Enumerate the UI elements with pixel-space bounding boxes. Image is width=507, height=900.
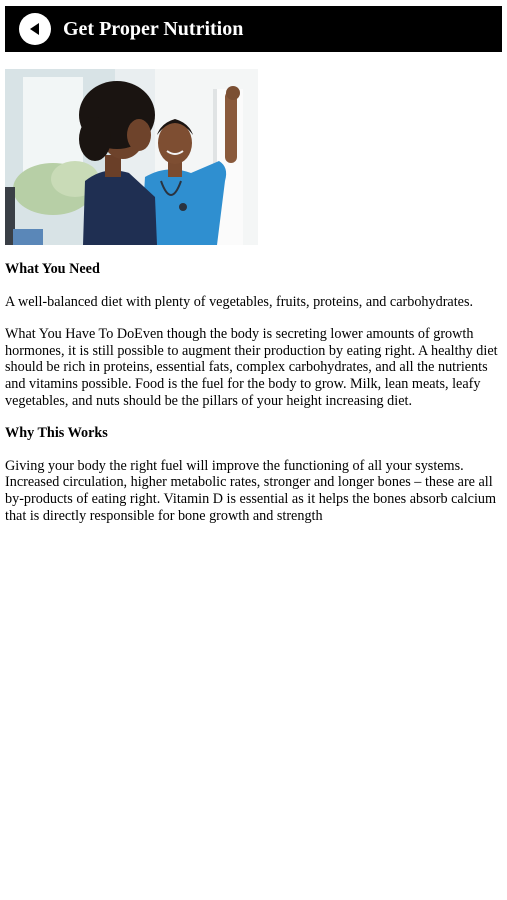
section-heading-why-this-works: Why This Works xyxy=(5,425,108,442)
hero-image xyxy=(5,69,258,245)
section-text-what-to-do: What You Have To DoEven though the body is secreting lower amounts of growth hormones, it is still possible to augment their production by eating right. A healthy diet should be rich in proteins, essential fats, complex carbohydrates, and all the nutrients and vitamins possible. Food is the fuel for the body to grow. Milk, lean meats, leafy vegetables, and nuts should be the pillars of your height increasing diet. xyxy=(5,326,498,409)
app-header xyxy=(5,6,502,52)
article-content xyxy=(5,261,502,540)
back-arrow-icon xyxy=(27,21,43,37)
back-button[interactable] xyxy=(19,13,51,45)
section-heading-what-you-need: What You Need xyxy=(5,261,100,277)
page-title: Get Proper Nutrition xyxy=(63,17,244,40)
section-text-why-this-works: Giving your body the right fuel will improve the functioning of all your systems. Increased circulation, higher metabolic rates, stronger and longer bones – these are all by-products of eating right. Vitamin D is essential as it helps the bones absorb calcium that is directly responsible for bone growth and strength xyxy=(5,457,497,524)
section-text-what-you-need: A well-balanced diet with plenty of vegetables, fruits, proteins, and carbohydrates. xyxy=(5,293,474,310)
